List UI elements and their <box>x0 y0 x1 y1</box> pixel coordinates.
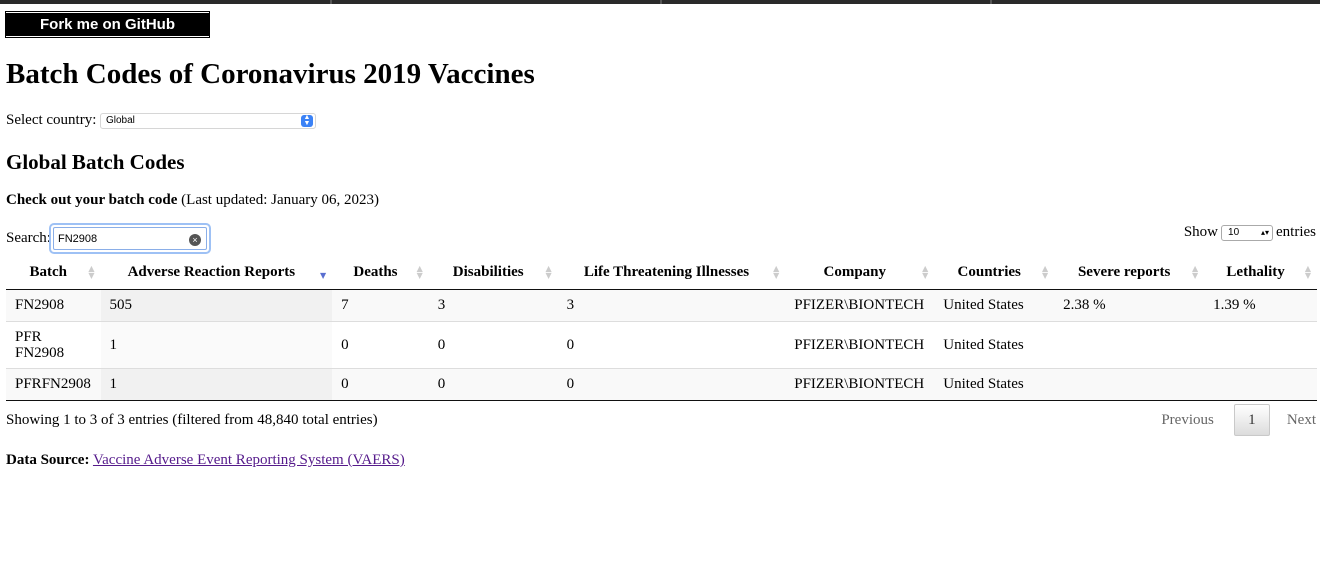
column-header-adverse-reaction-reports[interactable] <box>101 256 333 290</box>
last-updated: (Last updated: January 06, 2023) <box>181 192 380 208</box>
column-header-label: Severe reports <box>1077 264 1171 280</box>
country-select-label: Select country: <box>6 112 97 128</box>
section-title: Global Batch Codes <box>6 150 185 174</box>
vaers-link[interactable]: Vaccine Adverse Event Reporting System (VAERS) <box>92 452 405 468</box>
table-row <box>6 322 1317 369</box>
table-row <box>6 369 1317 401</box>
cell-lethality <box>1204 369 1317 401</box>
entries-label: entries <box>1276 224 1316 240</box>
cell-severe-reports <box>1054 322 1204 369</box>
fork-me-on-github-link[interactable]: Fork me on GitHub <box>6 12 209 37</box>
cell-disabilities: 3 <box>429 290 558 322</box>
entries-per-page-select[interactable] <box>1221 225 1273 241</box>
select-arrows-icon: ▲ ▼ <box>301 115 313 127</box>
previous-page-button[interactable]: Previous <box>1161 411 1214 428</box>
column-header-countries[interactable] <box>934 256 1054 290</box>
cell-company: PFIZER\BIONTECH <box>785 290 934 322</box>
cell-life-threatening-illnesses: 0 <box>566 336 575 353</box>
column-header-label: Adverse Reaction Reports <box>127 264 296 280</box>
entries-per-page-value: 10 <box>1228 227 1240 238</box>
column-header-batch[interactable] <box>6 256 101 290</box>
cell-deaths: 0 <box>341 336 349 353</box>
sort-descending-icon: ▼ <box>319 271 327 280</box>
column-header-severe-reports[interactable] <box>1054 256 1204 290</box>
sort-icon: ▲ ▼ <box>416 264 423 280</box>
sort-icon: ▲ ▼ <box>922 264 929 280</box>
show-label: Show <box>1183 224 1219 240</box>
cell-batch-line-1: PFR <box>15 329 42 345</box>
next-page-button[interactable]: Next <box>1286 411 1316 428</box>
page-1-button[interactable]: 1 <box>1234 404 1270 436</box>
column-header-lethality[interactable] <box>1204 256 1317 290</box>
column-header-label: Countries <box>957 264 1021 280</box>
cell-adverse-reaction-reports: 505 <box>101 290 333 322</box>
sort-icon: ▲ ▼ <box>1192 264 1199 280</box>
data-source <box>6 452 405 469</box>
column-header-label: Lethality <box>1226 264 1285 280</box>
table-info: Showing 1 to 3 of 3 entries (filtered from 48,840 total entries) <box>6 412 378 428</box>
search-focus-ring <box>49 223 211 254</box>
search-label: Search: <box>6 230 51 246</box>
cell-batch: PFRFN2908 <box>6 369 101 401</box>
entries-length-control <box>1184 224 1316 241</box>
table-row <box>6 290 1317 322</box>
cell-disabilities: 0 <box>437 336 446 353</box>
sort-icon: ▲ ▼ <box>1304 264 1311 280</box>
check-batch-bold: Check out your batch code <box>6 192 178 208</box>
column-header-life-threatening-illnesses[interactable] <box>558 256 786 290</box>
cell-adverse-reaction-reports: 1 <box>101 369 333 401</box>
cell-deaths: 0 <box>332 369 429 401</box>
sort-icon: ▲ ▼ <box>545 264 552 280</box>
cell-company: PFIZER\BIONTECH <box>785 369 934 401</box>
cell-lethality: 1.39 % <box>1204 290 1317 322</box>
column-header-label: Disabilities <box>452 264 524 280</box>
column-header-disabilities[interactable] <box>429 256 558 290</box>
pagination <box>1161 404 1320 438</box>
cell-life-threatening-illnesses: 3 <box>558 290 786 322</box>
cell-disabilities: 0 <box>429 369 558 401</box>
cell-deaths: 7 <box>332 290 429 322</box>
cell-countries: United States <box>934 369 1054 401</box>
cell-severe-reports: 2.38 % <box>1054 290 1204 322</box>
cell-life-threatening-illnesses: 0 <box>558 369 786 401</box>
cell-company: PFIZER\BIONTECH <box>794 336 925 353</box>
data-source-label: Data Source: <box>6 452 90 468</box>
cell-batch: FN2908 <box>6 290 101 322</box>
check-batch-text <box>6 192 379 209</box>
cell-lethality <box>1204 322 1317 369</box>
cell-batch <box>6 322 101 369</box>
country-select[interactable] <box>100 113 316 129</box>
cell-countries: United States <box>934 290 1054 322</box>
column-header-label: Life Threatening Illnesses <box>583 264 750 280</box>
column-header-label: Company <box>823 264 887 280</box>
page-title: Batch Codes of Coronavirus 2019 Vaccines <box>6 58 535 90</box>
column-header-deaths[interactable] <box>332 256 429 290</box>
sort-icon: ▲ ▼ <box>773 264 780 280</box>
cell-severe-reports <box>1054 369 1204 401</box>
batch-codes-table <box>6 256 1317 401</box>
sort-icon: ▲ ▼ <box>88 264 95 280</box>
column-header-company[interactable] <box>785 256 934 290</box>
table-header-row <box>6 256 1317 290</box>
clear-search-icon[interactable]: × <box>189 234 201 246</box>
select-arrows-icon: ▴▾ <box>1260 228 1270 237</box>
search-input[interactable] <box>53 227 207 250</box>
column-header-label: Batch <box>29 264 68 280</box>
browser-top-bar <box>0 0 1320 4</box>
country-select-value: Global <box>106 115 135 126</box>
cell-countries: United States <box>943 336 1024 353</box>
cell-batch-line-2: FN2908 <box>15 345 65 361</box>
sort-icon: ▲ ▼ <box>1041 264 1049 280</box>
column-header-label: Deaths <box>353 264 398 280</box>
cell-adverse-reaction-reports: 1 <box>101 322 333 369</box>
